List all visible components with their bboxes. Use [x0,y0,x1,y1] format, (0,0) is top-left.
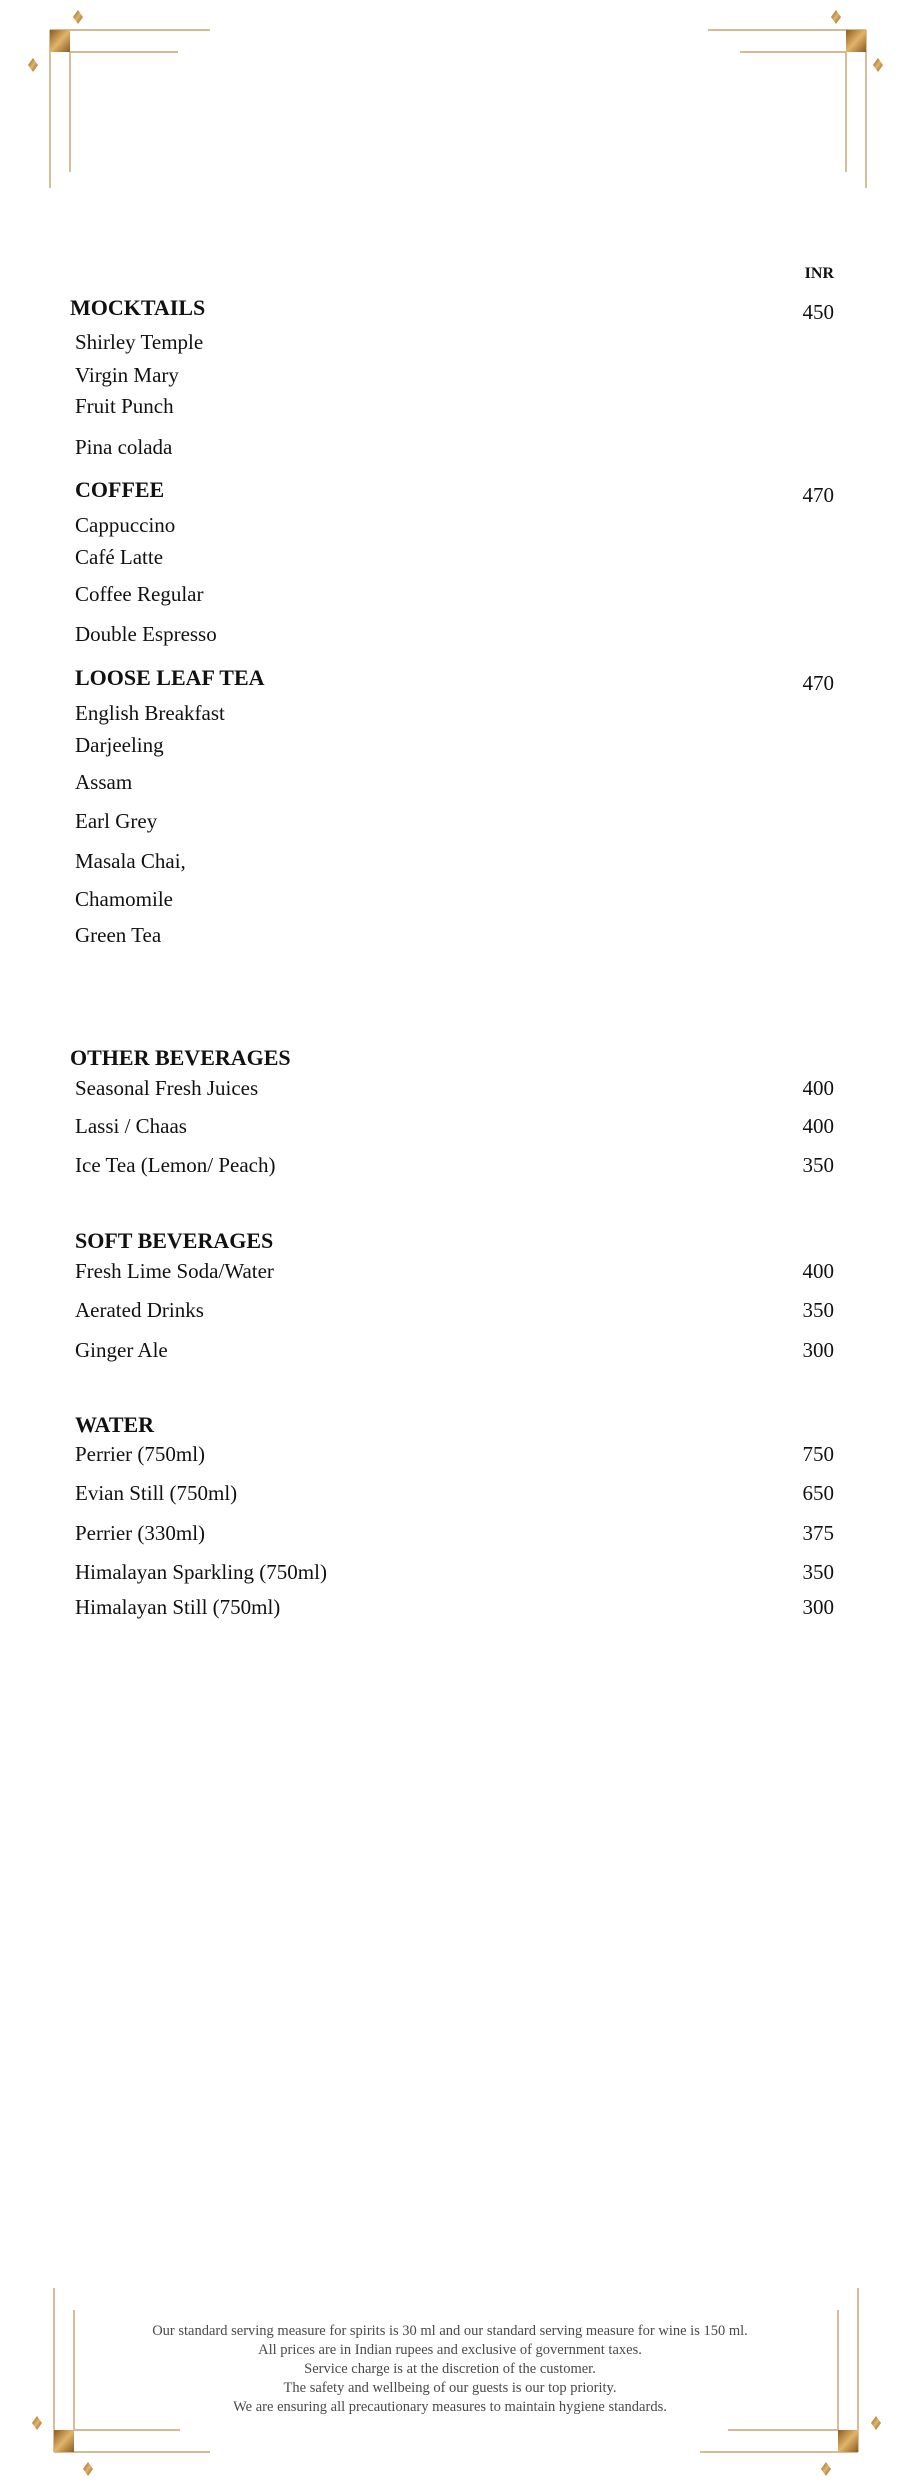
footer-line: Service charge is at the discretion of the customer. [304,2361,596,2377]
menu-item: Himalayan Sparkling (750ml) [75,1560,327,1584]
section-title-water: WATER [75,1412,155,1437]
currency-label: INR [804,265,834,282]
menu-item: Pina colada [75,435,173,459]
menu-item: Fruit Punch [75,394,174,418]
menu-item: Ginger Ale [75,1338,168,1362]
menu-item: Darjeeling [75,733,164,757]
menu-item: Aerated Drinks [75,1298,204,1322]
menu-item: Himalayan Still (750ml) [75,1595,281,1619]
footer-line: All prices are in Indian rupees and exclusive of government taxes. [258,2342,642,2358]
menu-item: Earl Grey [75,809,158,833]
section-title-coffee: COFFEE [75,477,165,502]
footer-disclaimer [0,2322,900,2417]
menu-item-price: 350 [802,1560,834,1584]
section-title-soft-beverages: SOFT BEVERAGES [75,1228,274,1253]
menu-item-price: 400 [802,1259,834,1283]
menu-item: Ice Tea (Lemon/ Peach) [75,1153,276,1177]
menu-item: Assam [75,770,133,794]
menu-item: Lassi / Chaas [75,1114,187,1138]
menu-item: Masala Chai, [75,849,186,873]
menu-item-price: 400 [802,1076,834,1100]
tea-price: 470 [802,671,834,695]
footer-line: Our standard serving measure for spirits is 30 ml and our standard serving measure for wine is 150 ml. [152,2323,748,2339]
top-right-ornament [708,30,866,188]
menu-item-price: 300 [802,1595,834,1619]
menu-item: Virgin Mary [75,363,179,387]
menu-item: Evian Still (750ml) [75,1481,238,1505]
section-title-loose-leaf-tea: LOOSE LEAF TEA [75,665,265,690]
footer-line: The safety and wellbeing of our guests is our top priority. [283,2380,617,2396]
menu-item: Fresh Lime Soda/Water [75,1259,274,1283]
menu-item: Perrier (330ml) [75,1521,206,1545]
menu-item-price: 650 [802,1481,834,1505]
section-title-other-beverages: OTHER BEVERAGES [70,1045,291,1070]
menu-item: Green Tea [75,923,162,947]
menu-item: Cappuccino [75,513,176,537]
menu-item-price: 400 [802,1114,834,1138]
menu-item: Perrier (750ml) [75,1442,206,1466]
menu-item-price: 375 [802,1521,834,1545]
top-left-ornament [50,30,210,188]
menu-item: Café Latte [75,545,164,569]
section-title-mocktails: MOCKTAILS [70,295,206,320]
menu-item-price: 350 [802,1298,834,1322]
menu-item: Coffee Regular [75,582,204,606]
footer-line: We are ensuring all precautionary measures to maintain hygiene standards. [233,2399,667,2415]
menu-item: English Breakfast [75,701,225,725]
menu-item: Double Espresso [75,622,217,646]
menu-item-price: 300 [802,1338,834,1362]
coffee-price: 470 [802,483,834,507]
menu-item-price: 350 [802,1153,834,1177]
menu-item: Shirley Temple [75,330,204,354]
menu-item-price: 750 [802,1442,834,1466]
menu-item: Seasonal Fresh Juices [75,1076,259,1100]
mocktails-price: 450 [802,300,834,324]
menu-item: Chamomile [75,887,173,911]
